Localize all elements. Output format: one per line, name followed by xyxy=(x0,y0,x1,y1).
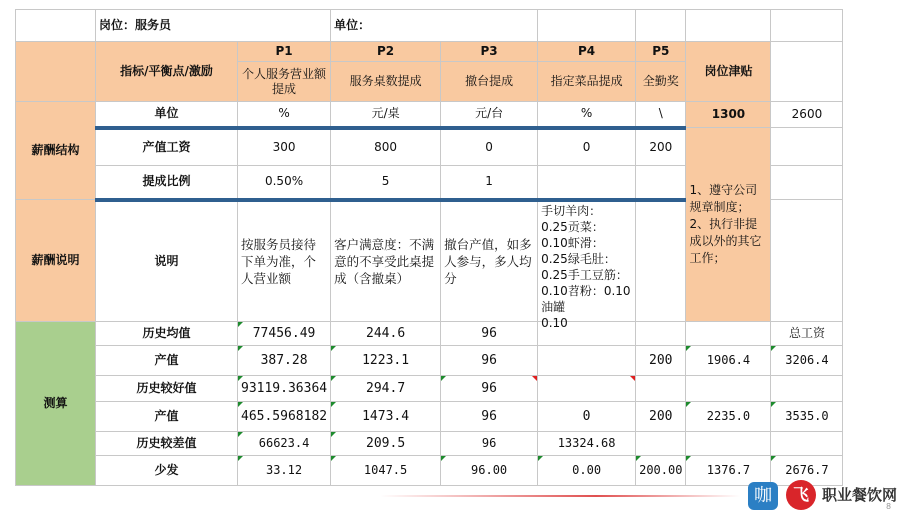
estimate-cell-p5 xyxy=(636,321,686,345)
brand-name: 职业餐饮网 xyxy=(822,486,898,504)
estimate-row-label: 产值 xyxy=(96,401,238,431)
blank-cell xyxy=(771,128,843,166)
estimate-cell-p2: 294.7 xyxy=(331,375,441,401)
peach-corner xyxy=(16,42,96,102)
unit-p1: % xyxy=(238,102,331,128)
description-p1: 按服务员接待下单为准，个人营业额 xyxy=(238,200,331,322)
estimate-cell-p5 xyxy=(636,375,686,401)
estimate-cell-p1: 93119.36364 xyxy=(238,375,331,401)
commission-label: 提成比例 xyxy=(96,166,238,200)
unit-label: 单位： xyxy=(331,10,538,42)
blank-cell xyxy=(686,10,771,42)
blank-cell xyxy=(538,10,636,42)
estimate-cell-allowance: 1906.4 xyxy=(686,345,771,375)
unit-p4: % xyxy=(538,102,636,128)
footer-divider xyxy=(380,495,740,497)
estimate-cell-p4: 13324.68 xyxy=(538,431,636,455)
p3-desc: 撤台提成 xyxy=(441,62,538,102)
estimate-cell-p3: 96 xyxy=(441,375,538,401)
blank-cell xyxy=(771,166,843,200)
estimate-cell-allowance: 2235.0 xyxy=(686,401,771,431)
output-wage-p3: 0 xyxy=(441,128,538,166)
estimate-cell-p5 xyxy=(636,431,686,455)
estimate-cell-p2: 1223.1 xyxy=(331,345,441,375)
blank-cell xyxy=(771,200,843,322)
estimate-cell-p5: 200 xyxy=(636,401,686,431)
blank-cell xyxy=(636,166,686,200)
estimate-cell-p3: 96 xyxy=(441,345,538,375)
estimate-row-label: 历史较好值 xyxy=(96,375,238,401)
estimate-cell-p4: 0.00 xyxy=(538,455,636,485)
estimate-row-label: 历史较差值 xyxy=(96,431,238,455)
estimate-label: 测算 xyxy=(16,321,96,485)
estimate-cell-total: 2676.7 xyxy=(771,455,843,485)
estimate-cell-p3: 96 xyxy=(441,431,538,455)
unit-row-label: 单位 xyxy=(96,102,238,128)
estimate-cell-p1: 33.12 xyxy=(238,455,331,485)
output-wage-p1: 300 xyxy=(238,128,331,166)
output-wage-label: 产值工资 xyxy=(96,128,238,166)
salary-table xyxy=(15,9,843,486)
salary-description-label: 薪酬说明 xyxy=(16,200,96,322)
estimate-cell-p3: 96 xyxy=(441,401,538,431)
p4-desc: 指定菜品提成 xyxy=(538,62,636,102)
description-p4: 手切羊肉： 0.25贡菜： 0.10虾滑： 0.25绿毛肚： 0.25手工豆筋：0.10苕粉：0.10油罐 0.10 xyxy=(541,203,631,330)
blank-cell xyxy=(538,166,636,200)
output-wage-p2: 800 xyxy=(331,128,441,166)
estimate-cell-p1: 66623.4 xyxy=(238,431,331,455)
estimate-cell-p1: 77456.49 xyxy=(238,321,331,345)
extra-amount: 2600 xyxy=(771,102,843,128)
p1-desc: 个人服务营业额提成 xyxy=(238,62,331,102)
estimate-cell-p2: 1047.5 xyxy=(331,455,441,485)
estimate-cell-p2: 209.5 xyxy=(331,431,441,455)
allowance-header: 岗位津贴 xyxy=(686,42,771,102)
brand-logo-icon: 飞 xyxy=(786,480,816,510)
allowance-note: 1、遵守公司规章制度； 2、执行非提成以外的其它工作； xyxy=(686,128,771,322)
estimate-cell-total: 3535.0 xyxy=(771,401,843,431)
p2-header: P2 xyxy=(331,42,441,62)
p2-desc: 服务桌数提成 xyxy=(331,62,441,102)
estimate-cell-p5: 200 xyxy=(636,345,686,375)
estimate-cell-total xyxy=(771,431,843,455)
estimate-cell-allowance: 1376.7 xyxy=(686,455,771,485)
indicator-header: 指标/平衡点/激励 xyxy=(96,42,238,102)
estimate-cell-p5: 200.00 xyxy=(636,455,686,485)
estimate-cell-p2: 1473.4 xyxy=(331,401,441,431)
p1-header: P1 xyxy=(238,42,331,62)
estimate-cell-p4 xyxy=(538,375,636,401)
estimate-cell-total xyxy=(771,375,843,401)
estimate-cell-p2: 244.6 xyxy=(331,321,441,345)
estimate-cell-allowance xyxy=(686,321,771,345)
estimate-row-label: 历史均值 xyxy=(96,321,238,345)
commission-p3: 1 xyxy=(441,166,538,200)
description-row-label: 说明 xyxy=(96,200,238,322)
p5-header: P5 xyxy=(636,42,686,62)
logo-icon: 咖 xyxy=(748,482,778,510)
estimate-row-label: 少发 xyxy=(96,455,238,485)
estimate-cell-p3: 96.00 xyxy=(441,455,538,485)
allowance-amount: 1300 xyxy=(686,102,771,128)
commission-p1: 0.50% xyxy=(238,166,331,200)
salary-structure-label: 薪酬结构 xyxy=(16,102,96,200)
estimate-cell-p1: 465.5968182 xyxy=(238,401,331,431)
blank-cell xyxy=(771,42,843,102)
page-number: 8 xyxy=(886,502,892,511)
estimate-cell-allowance xyxy=(686,375,771,401)
unit-p5: \ xyxy=(636,102,686,128)
estimate-cell-p4: 0 xyxy=(538,401,636,431)
estimate-cell-p3: 96 xyxy=(441,321,538,345)
estimate-cell-allowance xyxy=(686,431,771,455)
post-label: 岗位：服务员 xyxy=(96,10,331,42)
output-wage-p4: 0 xyxy=(538,128,636,166)
unit-p3: 元/台 xyxy=(441,102,538,128)
blank-cell xyxy=(636,10,686,42)
p4-header: P4 xyxy=(538,42,636,62)
p3-header: P3 xyxy=(441,42,538,62)
blank-cell xyxy=(636,200,686,322)
total-salary-header: 总工资 xyxy=(771,321,843,345)
estimate-row-label: 产值 xyxy=(96,345,238,375)
unit-p2: 元/桌 xyxy=(331,102,441,128)
commission-p2: 5 xyxy=(331,166,441,200)
estimate-cell-p1: 387.28 xyxy=(238,345,331,375)
estimate-cell-p4 xyxy=(538,345,636,375)
blank-cell xyxy=(16,10,96,42)
p5-desc: 全勤奖 xyxy=(636,62,686,102)
estimate-cell-total: 3206.4 xyxy=(771,345,843,375)
description-p3: 撤台产值，如多人参与，多人均分 xyxy=(441,200,538,322)
blank-cell xyxy=(771,10,843,42)
output-wage-p5: 200 xyxy=(636,128,686,166)
description-p2: 客户满意度：不满意的不享受此桌提成（含撤桌） xyxy=(331,200,441,322)
